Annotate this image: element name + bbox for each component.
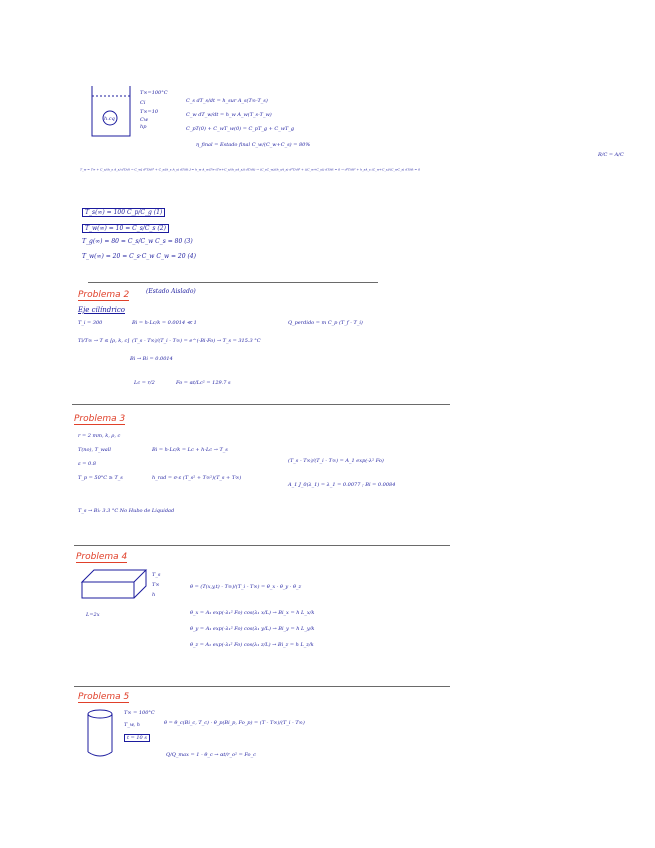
slab-diagram <box>80 568 150 602</box>
problem3-title: Problema 3 <box>74 414 126 424</box>
p3-line-1: T(no), T_wall <box>78 447 111 453</box>
p5-label-2: t = 10 s <box>124 734 150 742</box>
p4-eq-main: θ = (T(x,y,t) - T∞)/(T_i - T∞) = θ_x · θ_y · θ_z <box>190 584 302 590</box>
tank-label-4: hp <box>140 124 147 130</box>
tank-diagram <box>88 82 134 142</box>
problem2-subtitle: (Estado Aislado) <box>146 288 196 295</box>
p4-label-0: T_s <box>152 572 161 578</box>
p5-eq-main: θ = θ_c(Bi_c, T_c) · θ_p(Bi_p, Fo_p) = (T - T∞)/(T_i - T∞) <box>164 720 305 726</box>
p4-eq-0: θ_x = A₁ exp(-λ₁² Fo) cos(λ₁ x/L) → Bi_x = h L_x/k <box>190 610 315 616</box>
tank-label-1: Ci <box>140 100 146 106</box>
p4-label-3: L=2x <box>86 612 100 618</box>
divider-2 <box>72 404 450 405</box>
p5-label-1: T_w, h <box>124 722 140 728</box>
p2-line-7: Fo = αt/Lc² = 129.7 s <box>176 380 231 386</box>
tank-label-3: Cw <box>140 117 149 123</box>
side-fraction: R/C = A/C <box>598 152 624 158</box>
tank-inner-label: h.cq <box>104 116 115 122</box>
eq-a: C_s dT_s/dt = h_sur A_s(T∞-T_s) <box>186 98 268 104</box>
divider-4 <box>74 686 450 687</box>
p5-eq-b: Q/Q_max = 1 - θ_c → αt/r_o² = Fo_c <box>166 752 256 758</box>
result-2: T_g(∞) = 80 = C_s/C_w C_s = 80 (3) <box>82 238 193 245</box>
tank-label-2: T∞=10 <box>140 109 159 115</box>
result-3: T_w(∞) = 20 = C_s·C_w C_w = 20 (4) <box>82 253 196 260</box>
long-equation: T_w = T∞ + C_s/(h_s A_s) dT/dt → C_w[ d²T/dt² + C_s/(h_s A_s) dT/dt ] = h_w A_w(T∞-(T∞+C_s/(h_sA_s)) dT/dt) → (C_sC_w)/(h_sA_s) d²T/dt² + ((C_w+C_s)) dT/dt = 0 → d²T/dt² + h_sA_s (C_w+C_s)/(C_wC_s) dT/dt = 0 <box>80 168 421 172</box>
p4-eq-1: θ_y = A₁ exp(-λ₁² Fo) cos(λ₁ y/L) → Bi_y = h L_y/k <box>190 626 315 632</box>
p2-line-2: Ti/T∞ → T ≤ [ρ, k, c] <box>78 338 130 344</box>
p3-line-0: r = 2 mm, k, ρ, c <box>78 433 121 439</box>
p2-line-0: T_i = 300 <box>78 320 103 326</box>
p2-line-6: Lc = r/2 <box>134 380 155 386</box>
divider-1 <box>88 282 378 283</box>
problem5-title: Problema 5 <box>78 692 130 702</box>
problem2-title: Problema 2 <box>78 290 130 300</box>
p4-label-2: h <box>152 592 156 598</box>
p2-line-5: Bi → Bi = 0.0014 <box>130 356 173 362</box>
p3-line-4: T_p = 50°C ≥ T_s <box>78 475 123 481</box>
problem4-title: Problema 4 <box>76 552 128 562</box>
tank-label-0: T∞=100°C <box>140 90 168 96</box>
p3-line-8: T_s → Bi: 3.3 °C No Hubo de Liquidad <box>78 508 175 514</box>
p4-eq-2: θ_z = A₁ exp(-λ₁² Fo) cos(λ₁ z/L) → Bi_z = h L_z/k <box>190 642 314 648</box>
result-0: T_s(∞) = 100 C_p/C_g (1) <box>82 208 165 217</box>
p3-line-2: Bi = h·Lc/k = Lc + h·Lc → T_s <box>152 447 228 453</box>
p3-line-6: (T_s - T∞)/(T_i - T∞) = A_1 exp(-λ² Fo) <box>288 458 384 464</box>
cylinder-diagram <box>82 708 122 760</box>
eq-c: C_pT(0) + C_wT_w(0) = C_pT_g + C_wT_g <box>186 126 295 132</box>
eq-d: η_final = Estado final C_w/(C_w+C_s) = 80% <box>196 142 311 148</box>
eq-b: C_w dT_w/dt = h_w A_w(T_s-T_w) <box>186 112 272 118</box>
p4-label-1: T∞ <box>152 582 160 588</box>
result-1: T_w(∞) = 10 = C_s/C_s (2) <box>82 224 169 233</box>
p2-line-3: (T_s - T∞)/(T_i - T∞) = e^(-Bi·Fo) → T_s = 315.3 °C <box>132 338 261 344</box>
problem2-section-label: Eje cilíndrico <box>78 306 125 314</box>
p3-line-5: h_rad = σ·ε (T_s² + T∞²)(T_s + T∞) <box>152 475 242 481</box>
p5-label-0: T∞ = 100°C <box>124 710 155 716</box>
divider-3 <box>74 545 450 546</box>
p3-line-3: ε = 0.8 <box>78 461 97 467</box>
p3-line-7: A_1 J_0(λ_1) = λ_1 = 0.0077 ; Bi = 0.0084 <box>288 482 396 488</box>
p2-line-1: Bi = h·Lc/k = 0.0014 ≪ 1 <box>132 320 197 326</box>
p2-line-4: Q_perdido = m C_p (T_f - T_i) <box>288 320 363 326</box>
